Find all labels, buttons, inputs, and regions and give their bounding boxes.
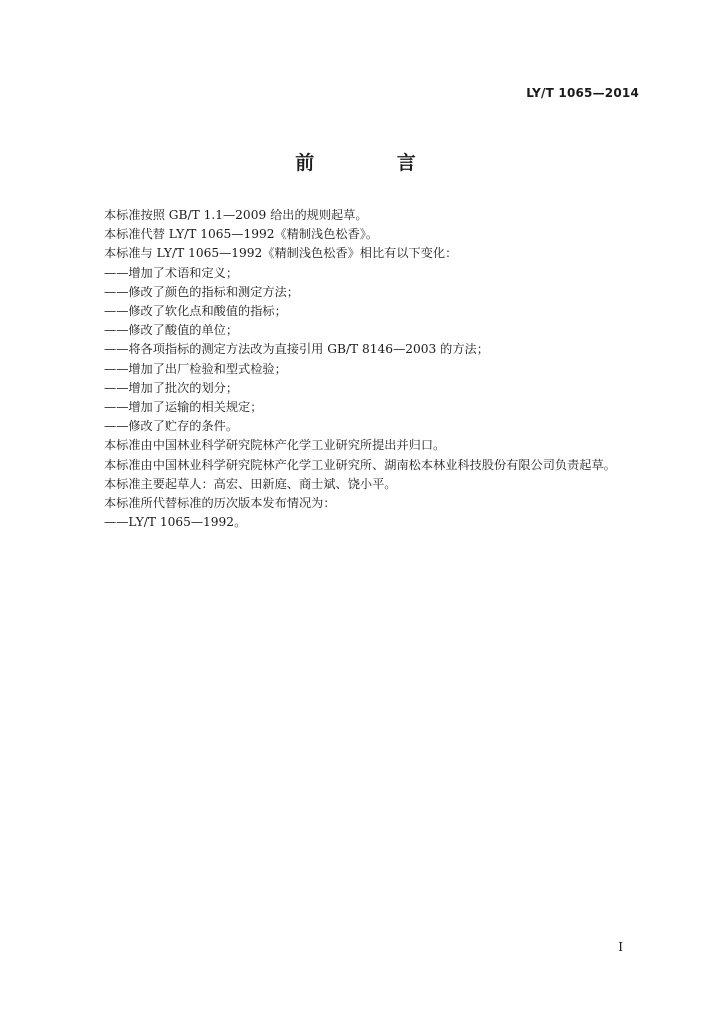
text-line: 本标准所代替标准的历次版本发布情况为：	[104, 496, 336, 511]
text-line: 本标准代替 LY/T 1065—1992《精制浅色松香》。	[104, 227, 379, 242]
list-item: ——修改了颜色的指标和测定方法；	[104, 284, 299, 299]
list-item: ——修改了贮存的条件。	[104, 419, 239, 434]
text-line: 本标准按照 GB/T 1.1—2009 给出的规则起草。	[104, 208, 368, 222]
list-item: ——修改了酸值的单位；	[104, 323, 239, 338]
list-item: ——修改了软化点和酸值的指标；	[104, 304, 287, 319]
list-item: ——增加了术语和定义；	[104, 265, 239, 280]
page-number: I	[618, 940, 623, 954]
text-line: 本标准由中国林业科学研究院林产化学工业研究所提出并归口。	[104, 438, 446, 453]
foreword-body	[104, 206, 644, 532]
list-item: ——增加了出厂检验和型式检验；	[104, 361, 287, 376]
page-title: 前 言	[295, 152, 454, 174]
list-item: ——LY/T 1065—1992。	[104, 515, 247, 530]
standard-code: LY/T 1065—2014	[526, 86, 639, 100]
list-item: ——增加了批次的划分；	[104, 380, 239, 395]
text-line: 本标准由中国林业科学研究院林产化学工业研究所、湖南松本林业科技股份有限公司负责起草。	[104, 457, 616, 472]
text-line: 本标准与 LY/T 1065—1992《精制浅色松香》相比有以下变化：	[104, 246, 458, 261]
list-item: ——将各项指标的测定方法改为直接引用 GB/T 8146—2003 的方法；	[104, 342, 489, 357]
text-line: 本标准主要起草人：高宏、田新庭、商士斌、饶小平。	[104, 476, 397, 491]
list-item: ——增加了运输的相关规定；	[104, 400, 263, 415]
